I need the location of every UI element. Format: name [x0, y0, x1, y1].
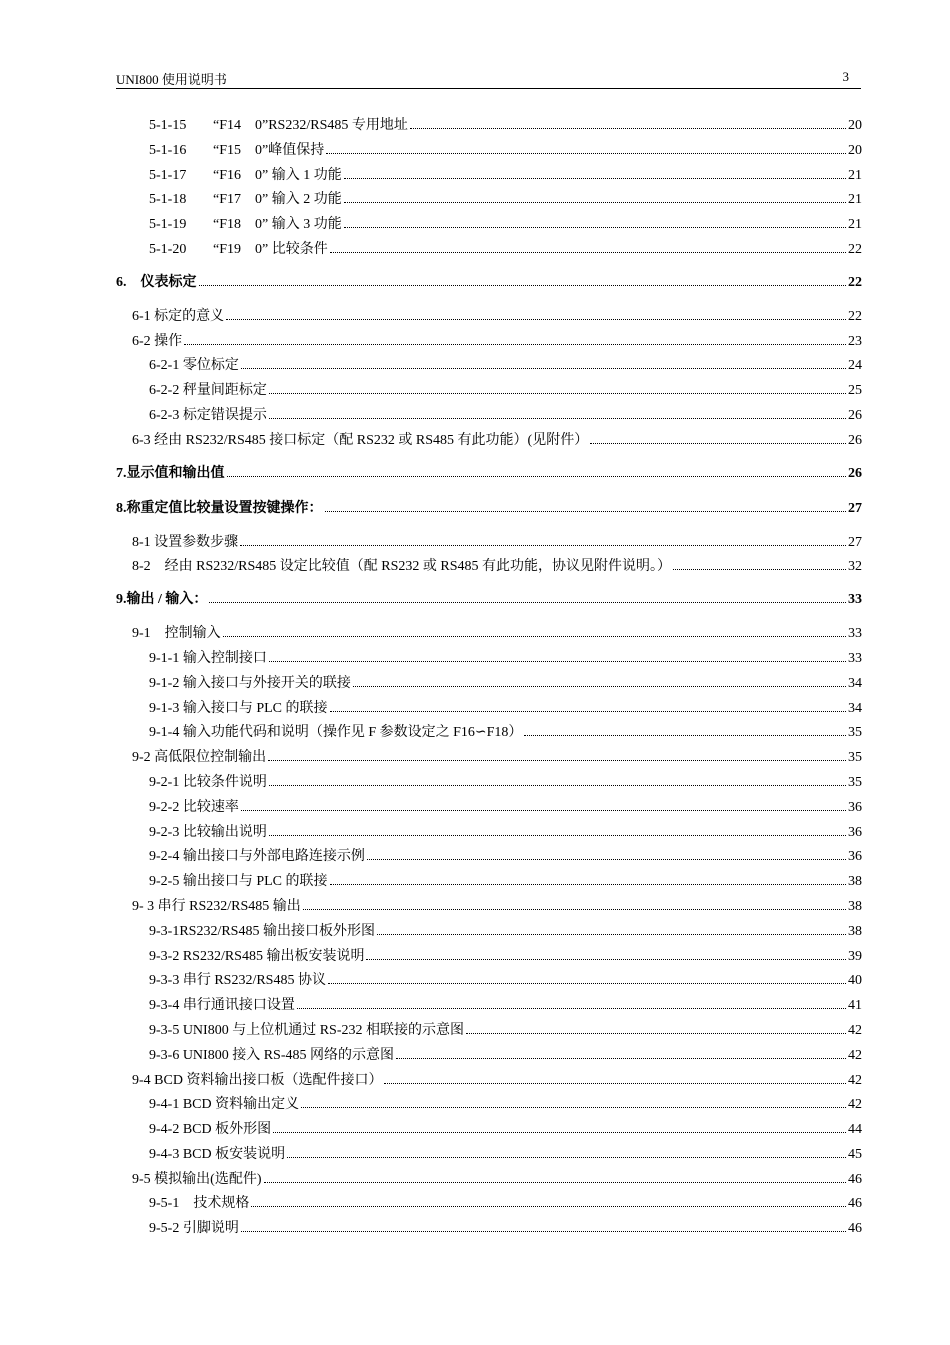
toc-entry-label [132, 1168, 262, 1188]
toc-leader-dots [524, 735, 846, 736]
toc-entry[interactable] [116, 672, 862, 697]
toc-leader-dots [301, 1107, 846, 1108]
toc-entry-page: 40 [848, 973, 862, 989]
toc-entry[interactable] [116, 139, 862, 164]
toc-entry[interactable] [116, 354, 862, 379]
toc-entry[interactable] [116, 213, 862, 238]
toc-entry[interactable] [116, 870, 862, 895]
toc-entry[interactable] [116, 1143, 862, 1168]
toc-entry-text: 7.显示值和输出值 [116, 465, 225, 481]
toc-entry-page: 38 [848, 923, 862, 939]
toc-entry[interactable] [116, 1118, 862, 1143]
toc-entry-page: 22 [848, 274, 862, 290]
toc-entry-text: “F15 0”峰值保持 [213, 142, 325, 158]
toc-leader-dots [227, 476, 847, 477]
toc-entry-text: 9- 3 串行 RS232/RS485 输出 [132, 898, 301, 914]
toc-leader-dots [326, 153, 846, 154]
toc-entry-text: 9-5 模拟输出(选配件) [132, 1171, 262, 1187]
toc-entry-text: “F16 0” 输入 1 功能 [213, 167, 342, 183]
toc-entry-label [149, 1217, 239, 1237]
toc-leader-dots [325, 511, 847, 512]
toc-entry-label [149, 796, 239, 816]
toc-entry-text: 9-5-2 引脚说明 [149, 1221, 239, 1237]
toc-entry[interactable] [116, 945, 862, 970]
toc-leader-dots [303, 909, 846, 910]
toc-leader-dots [240, 545, 846, 546]
toc-leader-dots [396, 1058, 846, 1059]
toc-entry-label [149, 821, 267, 841]
toc-entry-label [149, 697, 328, 717]
toc-entry-page: 36 [848, 799, 862, 815]
toc-entry-label [149, 188, 342, 208]
toc-entry-page: 44 [848, 1122, 862, 1138]
toc-leader-dots [410, 128, 846, 129]
document-title: UNI800 使用说明书 [116, 72, 227, 87]
toc-entry-label [149, 1118, 271, 1138]
toc-entry-page: 22 [848, 308, 862, 324]
toc-entry-text: 9-5-1 技术规格 [149, 1196, 250, 1212]
toc-leader-dots [269, 418, 846, 419]
toc-entry-number: 5-1-16 [149, 142, 187, 158]
toc-entry-label [149, 771, 267, 791]
toc-entry-page: 34 [848, 700, 862, 716]
toc-entry-text: 6-1 标定的意义 [132, 308, 225, 324]
toc-entry-text: 9-4 BCD 资料输出接口板（选配件接口） [132, 1072, 383, 1088]
toc-entry-page: 45 [848, 1146, 862, 1162]
toc-entry-text: 6. 仪表标定 [116, 274, 197, 290]
toc-leader-dots [209, 602, 846, 603]
toc-entry-label [132, 622, 221, 642]
toc-entry[interactable] [116, 1019, 862, 1044]
toc-entry-label [149, 1019, 464, 1039]
toc-leader-dots [273, 1132, 846, 1133]
toc-entry[interactable] [116, 305, 862, 330]
toc-leader-dots [264, 1182, 847, 1183]
toc-entry-text: 9-1-1 输入控制接口 [149, 650, 267, 666]
toc-entry[interactable] [116, 1217, 862, 1242]
page-header [116, 66, 861, 89]
toc-entry-text: 9-3-4 串行通讯接口设置 [149, 998, 295, 1014]
toc-entry[interactable] [116, 821, 862, 846]
toc-entry-text: 9-2-3 比较输出说明 [149, 824, 267, 840]
toc-entry-label [132, 895, 301, 915]
toc-entry[interactable] [116, 531, 862, 556]
toc-entry[interactable] [116, 1192, 862, 1217]
toc-leader-dots [184, 344, 846, 345]
toc-entry-label [149, 1143, 285, 1163]
toc-entry-label [149, 721, 522, 741]
toc-entry-page: 38 [848, 898, 862, 914]
toc-entry-page: 36 [848, 824, 862, 840]
toc-entry-text: 9-2-4 输出接口与外部电路连接示例 [149, 849, 365, 865]
toc-entry[interactable] [116, 920, 862, 945]
toc-entry-page: 46 [848, 1196, 862, 1212]
toc-leader-dots [241, 1231, 846, 1232]
toc-entry-label [116, 588, 207, 608]
toc-entry-text: 9-3-3 串行 RS232/RS485 协议 [149, 973, 326, 989]
toc-entry-page: 33 [848, 626, 862, 642]
toc-entry[interactable] [116, 429, 862, 454]
toc-entry-text: 8.称重定值比较量设置按键操作： [116, 500, 323, 516]
toc-entry[interactable] [116, 746, 862, 771]
toc-entry-text: 9-3-1RS232/RS485 输出接口板外形图 [149, 923, 375, 939]
toc-entry-page: 27 [848, 500, 862, 516]
toc-leader-dots [251, 1206, 846, 1207]
toc-entry[interactable] [116, 1044, 862, 1069]
toc-entry-page: 41 [848, 998, 862, 1014]
toc-entry-label [149, 994, 295, 1014]
toc-entry-label [132, 429, 588, 449]
toc-entry-page: 35 [848, 725, 862, 741]
toc-entry-text: 9-4-1 BCD 资料输出定义 [149, 1097, 300, 1113]
toc-entry-page: 46 [848, 1221, 862, 1237]
toc-leader-dots [330, 711, 847, 712]
toc-entry[interactable] [116, 622, 862, 647]
toc-entry-label [149, 1093, 299, 1113]
toc-entry-page: 46 [848, 1171, 862, 1187]
toc-entry-label [132, 305, 224, 325]
toc-leader-dots [377, 934, 846, 935]
toc-entry-page: 39 [848, 948, 862, 964]
toc-leader-dots [269, 835, 846, 836]
toc-leader-dots [366, 959, 846, 960]
toc-entry-text: 9-3-2 RS232/RS485 输出板安装说明 [149, 948, 365, 964]
toc-entry-text: “F17 0” 输入 2 功能 [213, 192, 342, 208]
toc-entry-page: 42 [848, 1072, 862, 1088]
toc-entry-text: 8-1 设置参数步骤 [132, 534, 239, 550]
toc-entry-page: 42 [848, 1047, 862, 1063]
toc-entry[interactable] [116, 462, 862, 489]
toc-entry-text: 9-3-6 UNI800 接入 RS-485 网络的示意图 [149, 1047, 394, 1063]
toc-leader-dots [268, 760, 846, 761]
toc-entry-page: 24 [848, 358, 862, 374]
toc-entry[interactable] [116, 330, 862, 355]
toc-entry[interactable] [116, 647, 862, 672]
toc-entry[interactable] [116, 497, 862, 524]
toc-leader-dots [344, 202, 846, 203]
toc-entry-page: 22 [848, 241, 862, 257]
toc-entry[interactable] [116, 404, 862, 429]
toc-entry-label [132, 1069, 382, 1089]
toc-entry[interactable] [116, 845, 862, 870]
toc-entry-page: 42 [848, 1097, 862, 1113]
toc-entry-label [149, 672, 351, 692]
toc-entry[interactable] [116, 1168, 862, 1193]
toc-entry-label [149, 114, 408, 134]
toc-entry-text: 6-3 经由 RS232/RS485 接口标定（配 RS232 或 RS485 有此功能）(见附件） [132, 432, 589, 448]
toc-entry-text: 9-1-2 输入接口与外接开关的联接 [149, 675, 351, 691]
toc-entry-text: 6-2-3 标定错误提示 [149, 407, 267, 423]
toc-leader-dots [328, 983, 846, 984]
toc-entry-label [149, 354, 239, 374]
toc-entry-label [149, 404, 267, 424]
toc-entry-page: 26 [848, 407, 862, 423]
toc-entry-text: 9-2-2 比较速率 [149, 799, 239, 815]
toc-entry-label [116, 497, 323, 517]
toc-entry-page: 26 [848, 432, 862, 448]
toc-leader-dots [466, 1033, 846, 1034]
toc-entry-text: “F19 0” 比较条件 [213, 241, 328, 257]
toc-entry[interactable] [116, 895, 862, 920]
toc-entry[interactable] [116, 114, 862, 139]
toc-entry[interactable] [116, 164, 862, 189]
toc-leader-dots [226, 319, 846, 320]
toc-leader-dots [330, 884, 847, 885]
toc-entry-label [149, 164, 342, 184]
toc-entry-label [149, 1044, 394, 1064]
toc-entry-label [116, 462, 225, 482]
toc-entry[interactable] [116, 1069, 862, 1094]
toc-entry-text: 9-2-5 输出接口与 PLC 的联接 [149, 874, 328, 890]
toc-entry-text: 9-4-2 BCD 板外形图 [149, 1122, 272, 1138]
toc-entry-label [149, 213, 342, 233]
toc-entry-page: 21 [848, 192, 862, 208]
table-of-contents [116, 114, 862, 1242]
toc-leader-dots [241, 810, 846, 811]
toc-leader-dots [590, 443, 846, 444]
toc-leader-dots [269, 785, 846, 786]
toc-leader-dots [287, 1157, 846, 1158]
toc-leader-dots [269, 661, 846, 662]
toc-entry[interactable] [116, 771, 862, 796]
toc-entry-page: 34 [848, 675, 862, 691]
toc-entry[interactable] [116, 697, 862, 722]
toc-entry-text: 9-1-3 输入接口与 PLC 的联接 [149, 700, 328, 716]
toc-entry-text: 9-4-3 BCD 板安装说明 [149, 1146, 286, 1162]
toc-leader-dots [223, 636, 846, 637]
toc-entry-label [149, 379, 267, 399]
toc-entry[interactable] [116, 238, 862, 263]
toc-entry-text: 9-2-1 比较条件说明 [149, 774, 267, 790]
toc-entry[interactable] [116, 379, 862, 404]
toc-entry-page: 38 [848, 874, 862, 890]
toc-entry[interactable] [116, 969, 862, 994]
toc-entry-page: 21 [848, 217, 862, 233]
toc-entry-page: 25 [848, 383, 862, 399]
toc-entry-page: 21 [848, 167, 862, 183]
toc-entry-text: “F14 0”RS232/RS485 专用地址 [213, 118, 408, 133]
toc-entry-page: 36 [848, 849, 862, 865]
toc-entry-page: 33 [848, 650, 862, 666]
page-number: 3 [842, 69, 849, 84]
toc-entry-label [149, 969, 326, 989]
toc-entry-page: 33 [848, 592, 862, 608]
toc-entry-label [149, 647, 267, 667]
toc-entry-label [149, 238, 328, 258]
toc-leader-dots [344, 178, 846, 179]
toc-leader-dots [353, 686, 846, 687]
toc-entry[interactable] [116, 796, 862, 821]
toc-entry-label [149, 945, 364, 965]
toc-entry-text: 6-2-2 秤量间距标定 [149, 383, 267, 399]
toc-entry-text: 6-2-1 零位标定 [149, 358, 239, 374]
toc-leader-dots [199, 285, 847, 286]
toc-entry-label [132, 330, 182, 350]
toc-entry-text: 8-2 经由 RS232/RS485 设定比较值（配 RS232 或 RS485 有此功能，协议见附件说明。） [132, 559, 672, 575]
toc-entry-label [132, 555, 671, 575]
toc-entry-page: 27 [848, 534, 862, 550]
toc-entry-text: 9.输出 / 输入： [116, 592, 208, 608]
toc-entry-label [132, 531, 238, 551]
toc-entry[interactable] [116, 1093, 862, 1118]
toc-entry-page: 42 [848, 1022, 862, 1038]
toc-entry-page: 20 [848, 142, 862, 158]
toc-entry-page: 32 [848, 559, 862, 575]
toc-entry-label [149, 1192, 249, 1212]
toc-leader-dots [297, 1008, 846, 1009]
toc-entry-text: 6-2 操作 [132, 333, 183, 349]
toc-entry-text: 9-2 高低限位控制输出 [132, 750, 267, 766]
toc-entry[interactable] [116, 271, 862, 298]
toc-entry-number: 5-1-18 [149, 192, 187, 208]
toc-entry-text: 9-1-4 输入功能代码和说明（操作见 F 参数设定之 F16∽F18） [149, 725, 523, 741]
toc-leader-dots [367, 859, 846, 860]
toc-entry-page: 26 [848, 465, 862, 481]
toc-entry-text: 9-1 控制输入 [132, 626, 221, 642]
toc-entry-text: “F18 0” 输入 3 功能 [213, 217, 342, 233]
toc-entry-label [132, 746, 266, 766]
toc-leader-dots [673, 569, 846, 570]
toc-entry-number: 5-1-15 [149, 118, 187, 133]
toc-entry-text: 9-3-5 UNI800 与上位机通过 RS-232 相联接的示意图 [149, 1022, 464, 1038]
toc-leader-dots [344, 227, 846, 228]
toc-entry-page: 20 [848, 118, 862, 133]
toc-leader-dots [241, 368, 846, 369]
toc-entry-label [149, 845, 365, 865]
toc-entry-page: 23 [848, 333, 862, 349]
toc-entry-page: 35 [848, 750, 862, 766]
toc-entry-number: 5-1-19 [149, 217, 187, 233]
toc-entry-label [116, 271, 197, 291]
toc-entry-number: 5-1-17 [149, 167, 187, 183]
toc-entry[interactable] [116, 555, 862, 580]
toc-entry[interactable] [116, 994, 862, 1019]
toc-leader-dots [330, 252, 846, 253]
toc-leader-dots [384, 1083, 846, 1084]
toc-entry-label [149, 870, 328, 890]
toc-entry[interactable] [116, 588, 862, 615]
toc-entry-number: 5-1-20 [149, 241, 187, 257]
toc-entry[interactable] [116, 188, 862, 213]
toc-entry-label [149, 139, 324, 159]
toc-entry-label [149, 920, 375, 940]
toc-entry[interactable] [116, 721, 862, 746]
toc-entry-page: 35 [848, 774, 862, 790]
toc-leader-dots [269, 393, 846, 394]
